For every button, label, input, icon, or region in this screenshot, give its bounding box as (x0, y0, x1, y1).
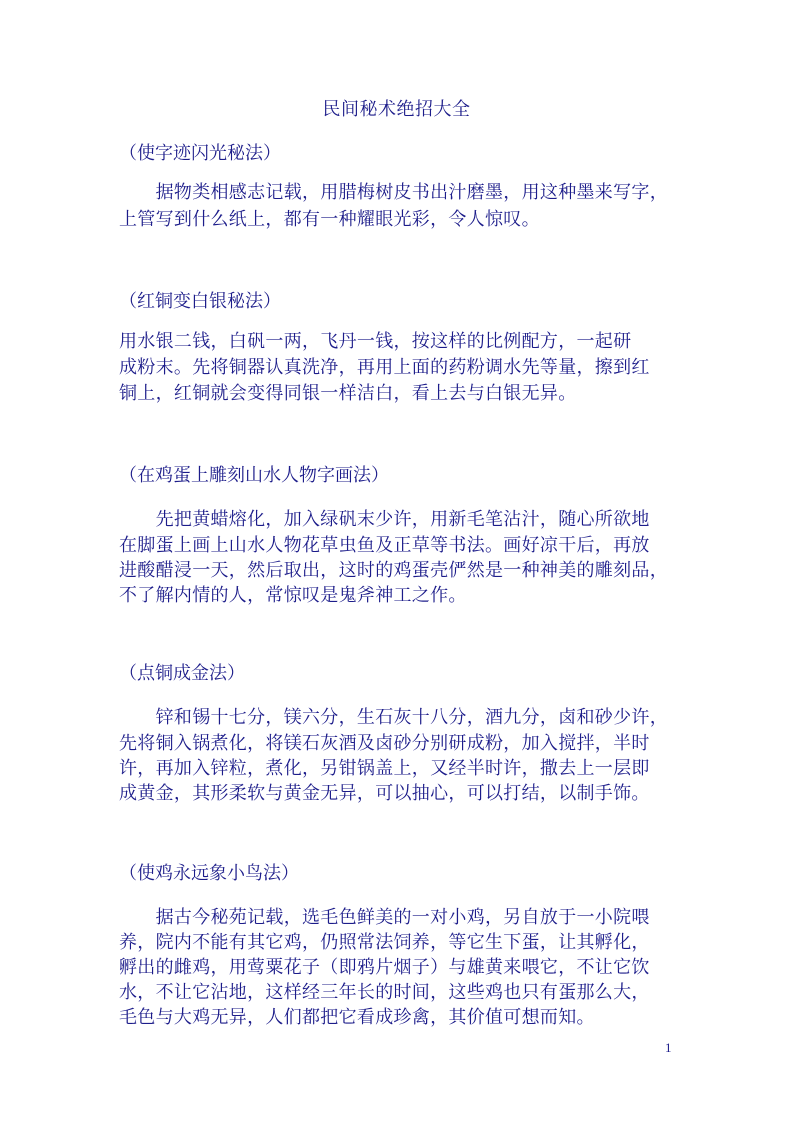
paragraph-line: 据古今秘苑记载，选毛色鲜美的一对小鸡，另自放于一小院喂 (119, 907, 650, 928)
paragraph-line: 养，院内不能有其它鸡，仍照常法饲养，等它生下蛋，让其孵化， (119, 932, 650, 953)
page-number: 1 (665, 1040, 672, 1055)
paragraph-line: 毛色与大鸡无异，人们都把它看成珍禽，其价值可想而知。 (119, 1007, 595, 1028)
paragraph-line: 先将铜入锅煮化，将镁石灰酒及卤砂分别研成粉，加入搅拌，半时 (119, 733, 650, 754)
paragraph-line: 许，再加入锌粒，煮化，另钳锅盖上，又经半时许，撒去上一层即 (119, 758, 650, 779)
paragraph-line: 据物类相感志记载，用腊梅树皮书出汁磨墨，用这种墨来写字， (119, 182, 668, 203)
section-heading: （在鸡蛋上雕刻山水人物字画法） (119, 465, 389, 486)
paragraph-line: 孵出的雌鸡，用莺粟花子（即鸦片烟子）与雄黄来喂它，不让它饮 (119, 957, 650, 978)
paragraph-line: 成粉末。先将铜器认真洗净，再用上面的药粉调水先等量，擦到红 (119, 357, 650, 378)
paragraph-line: 上管写到什么纸上，都有一种耀眼光彩，令人惊叹。 (119, 209, 540, 230)
paragraph-line: 进酸醋浸一天，然后取出，这时的鸡蛋壳俨然是一种神美的雕刻品， (119, 560, 668, 581)
paragraph-line: 不了解内情的人，常惊叹是鬼斧神工之作。 (119, 585, 467, 606)
paragraph-line: 成黄金，其形柔软与黄金无异，可以抽心，可以打结，以制手饰。 (119, 783, 650, 804)
section-heading: （使字迹闪光秘法） (119, 143, 281, 164)
paragraph-line: 铜上，红铜就会变得同银一样洁白，看上去与白银无异。 (119, 383, 577, 404)
section-heading: （点铜成金法） (119, 663, 245, 684)
document-title: 民间秘术绝招大全 (322, 99, 471, 120)
paragraph-line: 用水银二钱，白矾一两，飞丹一钱，按这样的比例配方，一起研 (119, 331, 632, 352)
paragraph-line: 先把黄蜡熔化，加入绿矾末少许，用新毛笔沾汁，随心所欲地 (119, 509, 650, 530)
paragraph-line: 在脚蛋上画上山水人物花草虫鱼及正草等书法。画好凉干后，再放 (119, 535, 650, 556)
section-heading: （红铜变白银秘法） (119, 291, 281, 312)
section-heading: （使鸡永远象小鸟法） (119, 863, 299, 884)
paragraph-line: 水，不让它沾地，这样经三年长的时间，这些鸡也只有蛋那么大， (119, 982, 650, 1003)
paragraph-line: 锌和锡十七分，镁六分，生石灰十八分，酒九分，卤和砂少许， (119, 707, 668, 728)
